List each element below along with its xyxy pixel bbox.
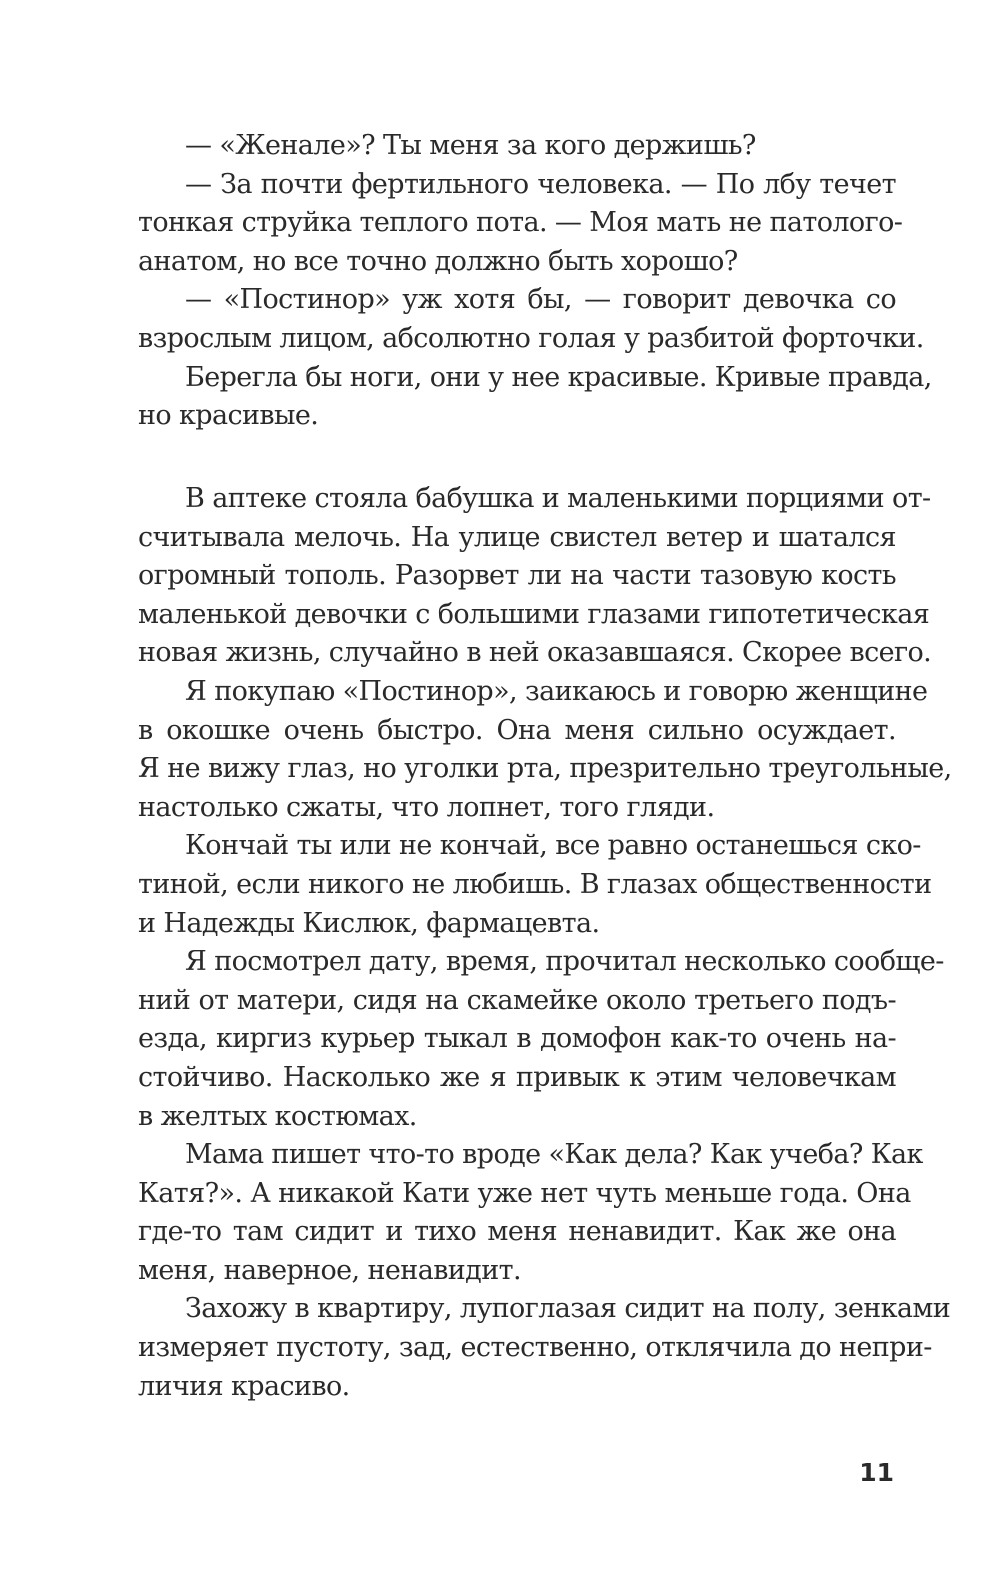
paragraph — [138, 166, 903, 282]
paragraph — [138, 480, 932, 673]
text-line: Мама пишет что-то вроде «Как дела? Как учеба? Как — [185, 1139, 923, 1171]
text-line: Берегла бы ноги, они у нее красивые. Кривые правда, — [185, 361, 932, 393]
text-line: ний от матери, сидя на скамейке около третьего подъ- — [138, 984, 896, 1016]
text-line: настолько сжаты, что лопнет, того гляди. — [138, 791, 715, 823]
text-section-2 — [138, 480, 952, 1406]
text-line: тонкая струйка теплого пота. — Моя мать не патолого- — [138, 207, 903, 239]
text-line: В аптеке стояла бабушка и маленькими порциями от- — [185, 483, 931, 514]
paragraph — [138, 127, 896, 166]
paragraph — [138, 943, 944, 1136]
text-line: — «Женале»? Ты меня за кого держишь? — [185, 130, 756, 161]
paragraph — [138, 1136, 923, 1290]
text-line: Катя?». А никакой Кати уже нет чуть меньше года. Она — [138, 1177, 911, 1209]
text-line: езда, киргиз курьер тыкал в домофон как-то очень на- — [138, 1023, 896, 1055]
paragraph — [138, 827, 932, 943]
paragraph — [138, 673, 952, 827]
text-line: в окошке очень быстро. Она меня сильно осуждает. — [138, 714, 896, 746]
text-line: где-то там сидит и тихо меня ненавидит. Как же она — [138, 1216, 896, 1248]
text-line: анатом, но все точно должно быть хорошо? — [138, 245, 738, 277]
text-line: Кончай ты или не кончай, все равно останешься ско- — [185, 830, 921, 862]
text-line: новая жизнь, случайно в ней оказавшаяся. Скорее всего. — [138, 637, 932, 669]
text-line: — За почти фертильного человека. — По лбу течет — [185, 168, 896, 200]
text-section-1 — [138, 127, 932, 436]
text-line: стойчиво. Насколько же я привык к этим человечкам — [138, 1061, 896, 1093]
text-line: маленькой девочки с большими глазами гипотетическая — [138, 598, 930, 630]
text-line: личия красиво. — [138, 1370, 350, 1402]
text-line: Я посмотрел дату, время, прочитал несколько сообще- — [185, 946, 944, 978]
paragraph — [138, 281, 924, 358]
text-line: огромный тополь. Разорвет ли на части тазовую кость — [138, 560, 896, 592]
text-line: но красивые. — [138, 400, 319, 432]
paragraph — [138, 359, 932, 436]
page-number: 11 — [859, 1458, 894, 1487]
text-line: считывала мелочь. На улице свистел ветер и шатался — [138, 521, 896, 553]
text-line: Захожу в квартиру, лупоглазая сидит на полу, зенками — [185, 1293, 951, 1325]
text-line: — «Постинор» уж хотя бы, — говорит девочка со — [185, 284, 896, 316]
text-line: взрослым лицом, абсолютно голая у разбитой форточки. — [138, 322, 924, 354]
text-line: меня, наверное, ненавидит. — [138, 1254, 521, 1286]
paragraph — [138, 1290, 951, 1406]
text-line: Я не вижу глаз, но уголки рта, презрительно треугольные, — [138, 753, 952, 785]
text-line: в желтых костюмах. — [138, 1100, 417, 1132]
text-line: измеряет пустоту, зад, естественно, отклячила до непри- — [138, 1332, 932, 1364]
text-line: Я покупаю «Постинор», заикаюсь и говорю женщине — [185, 675, 928, 707]
text-line: и Надежды Кислюк, фармацевта. — [138, 907, 600, 939]
text-line: тиной, если никого не любишь. В глазах общественности — [138, 868, 932, 900]
